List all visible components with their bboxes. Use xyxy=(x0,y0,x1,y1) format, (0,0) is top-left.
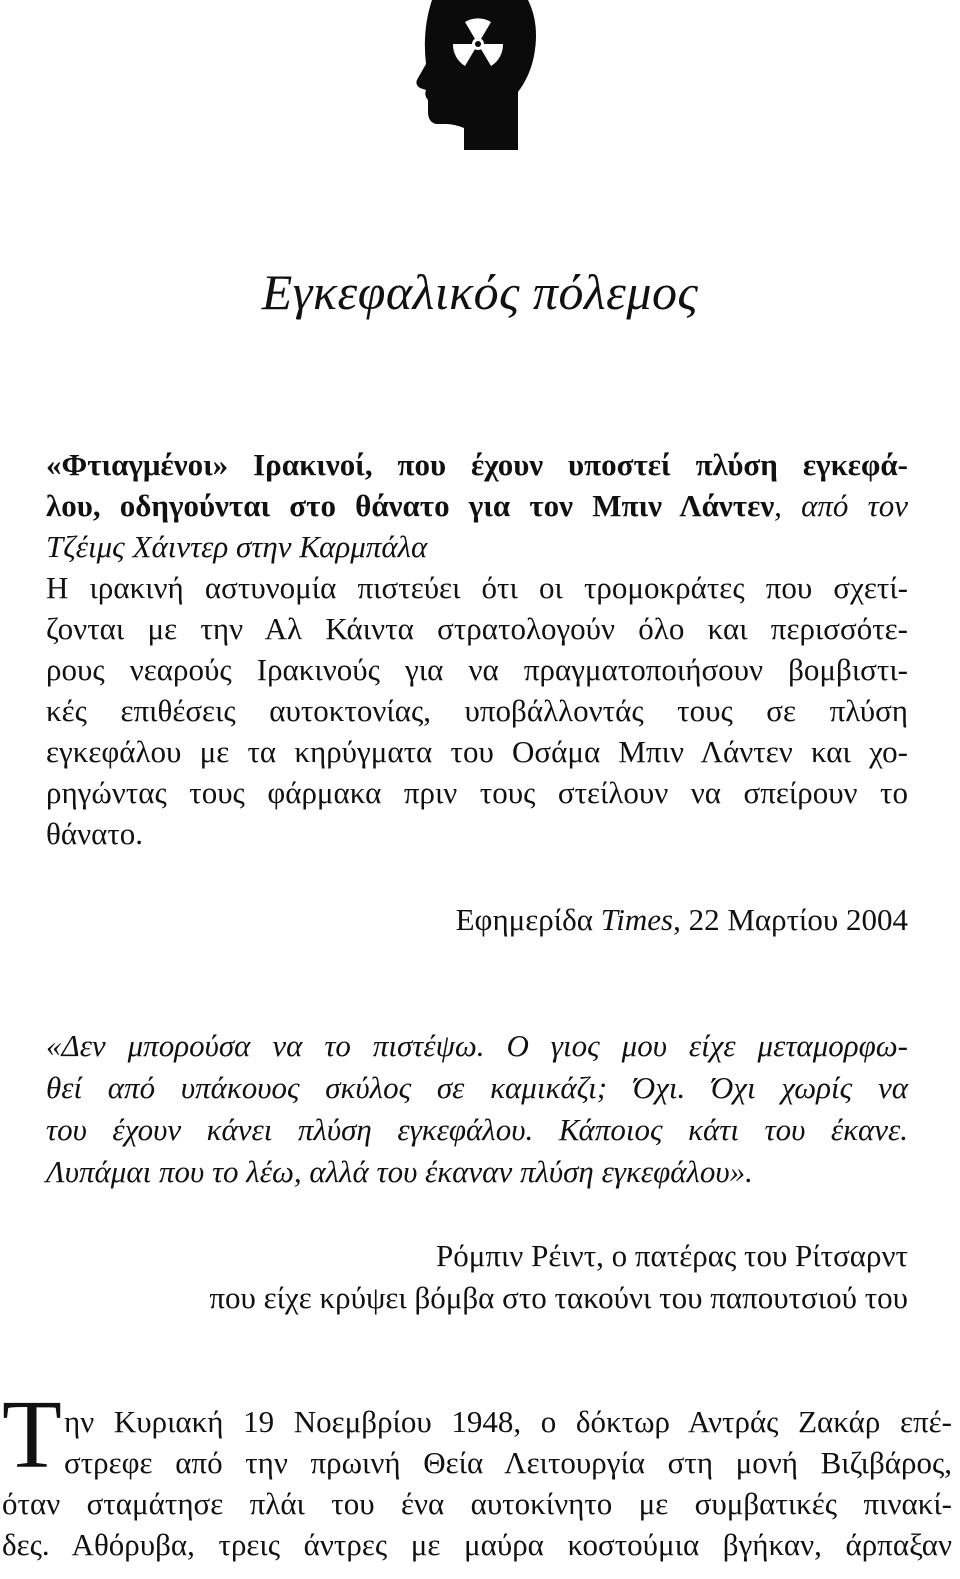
attribution-line: που είχε κρύψει βόμβα στο τακούνι του παπουτσιού του xyxy=(209,1280,908,1315)
headline-bold-text: λου, οδηγούνται στο θάνατο για τον Μπιν Λάντεν xyxy=(46,488,775,523)
headline-byline-text: , από τον xyxy=(774,488,908,523)
source-date: , 22 Μαρτίου 2004 xyxy=(673,902,908,937)
quote-line: θεί από υπάκουος σκύλος σε καμικάζι; Όχι. Όχι χωρίς να xyxy=(46,1070,908,1105)
epigraph-body-line: κές επιθέσεις αυτοκτονίας, υποβάλλοντάς τους σε πλύση xyxy=(46,693,908,728)
body-line: δες. Αθόρυβα, τρεις άντρες με μαύρα κοστούμια βγήκαν, άρπαξαν xyxy=(2,1527,952,1562)
quote-line: Λυπάμαι που το λέω, αλλά του έκαναν πλύση εγκεφάλου». xyxy=(46,1154,753,1189)
epigraph-body-line: ρηγώντας τους φάρμακα πριν τους στείλουν να σπείρουν το xyxy=(46,775,908,810)
source-newspaper: Times xyxy=(600,902,674,937)
epigraph-body-line: ζονται με την Αλ Κάιντα στρατολογούν όλο και περισσότε- xyxy=(46,611,908,646)
attribution-line: Ρόμπιν Ρέιντ, ο πατέρας του Ρίτσαρντ xyxy=(435,1238,908,1273)
body-line: όταν σταμάτησε πλάι του ένα αυτοκίνητο με συμβατικές πινακί- xyxy=(2,1486,952,1521)
source-prefix: Εφημερίδα xyxy=(455,902,601,937)
quote-line: του έχουν κάνει πλύση εγκεφάλου. Κάποιος κάτι του έκανε. xyxy=(46,1112,908,1147)
epigraph-source xyxy=(0,900,908,940)
epigraph-byline: Τζέιμς Χάιντερ στην Καρμπάλα xyxy=(46,529,428,564)
epigraph-headline-line: «Φτιαγμένοι» Ιρακινοί, που έχουν υποστεί πλύση εγκεφά- xyxy=(46,447,908,482)
drop-cap: Τ xyxy=(2,1381,62,1489)
body-line: στρεφε από την πρωινή Θεία Λειτουργία στη μονή Βιζιβάρος, xyxy=(64,1445,952,1480)
epigraph-body-line: θάνατο. xyxy=(46,816,144,851)
epigraph-headline-line xyxy=(46,486,908,526)
epigraph-body-line: εγκεφάλου με τα κηρύγματα του Οσάμα Μπιν Λάντεν και χο- xyxy=(46,734,908,769)
epigraph-body-line: ρους νεαρούς Ιρακινούς για να πραγματοποιήσουν βομβιστι- xyxy=(46,652,908,687)
chapter-title: Εγκεφαλικός πόλεμος xyxy=(261,264,699,320)
epigraph-body-line: Η ιρακινή αστυνομία πιστεύει ότι οι τρομοκράτες που σχετί- xyxy=(46,570,908,605)
quote-line: «Δεν μπορούσα να το πιστέψω. Ο γιος μου είχε μεταμορφω- xyxy=(46,1028,908,1063)
radiation-head-icon xyxy=(414,0,538,150)
body-line: ην Κυριακή 19 Νοεμβρίου 1948, ο δόκτωρ Αντράς Ζακάρ επέ- xyxy=(64,1404,952,1439)
